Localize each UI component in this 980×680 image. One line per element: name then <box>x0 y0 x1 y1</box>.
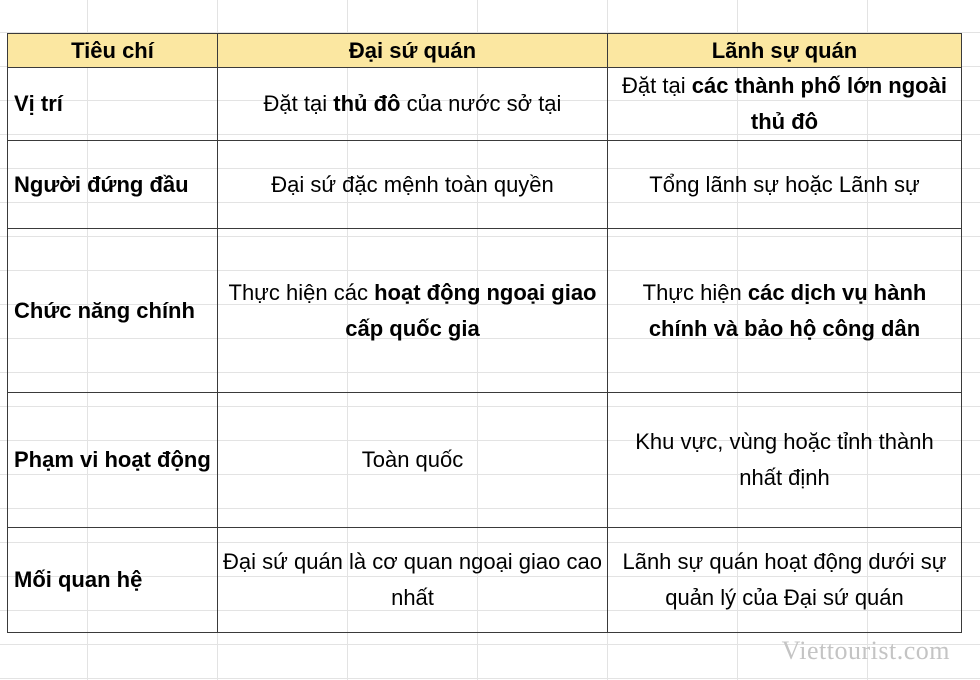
table-row <box>8 393 962 528</box>
cell-text: Đại sứ đặc mệnh toàn quyền <box>271 171 554 197</box>
embassy-cell <box>218 141 608 229</box>
cell-text: Toàn quốc <box>361 447 464 472</box>
criterion-cell: Phạm vi hoạt động <box>8 393 218 528</box>
cell-text: Đặt tại <box>622 73 692 98</box>
criterion-cell: Chức năng chính <box>8 229 218 393</box>
header-consulate: Lãnh sự quán <box>608 34 962 68</box>
table-row <box>8 141 962 229</box>
table-row <box>8 229 962 393</box>
consulate-cell <box>608 393 962 528</box>
cell-text: Đặt tại <box>263 91 334 116</box>
cell-text: của nước sở tại <box>400 91 562 116</box>
header-row <box>8 34 962 68</box>
criterion-cell: Mối quan hệ <box>8 528 218 633</box>
table-row <box>8 68 962 141</box>
cell-text: Lãnh sự quán hoạt động dưới sự quản lý của Đại sứ quán <box>622 549 947 610</box>
consulate-cell <box>608 68 962 141</box>
cell-text-bold: hoạt động ngoại giao cấp quốc gia <box>345 279 597 341</box>
header-criterion: Tiêu chí <box>8 34 218 68</box>
watermark: Viettourist.com <box>781 636 950 665</box>
table-row <box>8 528 962 633</box>
consulate-cell <box>608 528 962 633</box>
embassy-cell <box>218 528 608 633</box>
cell-text: Thực hiện <box>642 279 748 305</box>
cell-text: Tổng lãnh sự hoặc Lãnh sự <box>649 171 920 197</box>
criterion-cell: Người đứng đầu <box>8 141 218 229</box>
cell-text-bold: các thành phố lớn ngoài thủ đô <box>691 73 947 134</box>
cell-text: Khu vực, vùng hoặc tỉnh thành nhất định <box>635 429 934 490</box>
cell-text-bold: thủ đô <box>333 91 401 116</box>
consulate-cell <box>608 229 962 393</box>
header-embassy: Đại sứ quán <box>218 34 608 68</box>
cell-text: Đại sứ quán là cơ quan ngoại giao cao nhất <box>223 549 602 610</box>
cell-text: Thực hiện các <box>228 279 375 305</box>
cell-text-bold: các dịch vụ hành chính và bảo hộ công dân <box>648 279 927 341</box>
comparison-table <box>7 33 962 633</box>
embassy-cell <box>218 393 608 528</box>
embassy-cell <box>218 229 608 393</box>
consulate-cell <box>608 141 962 229</box>
embassy-cell <box>218 68 608 141</box>
criterion-cell: Vị trí <box>8 68 218 141</box>
